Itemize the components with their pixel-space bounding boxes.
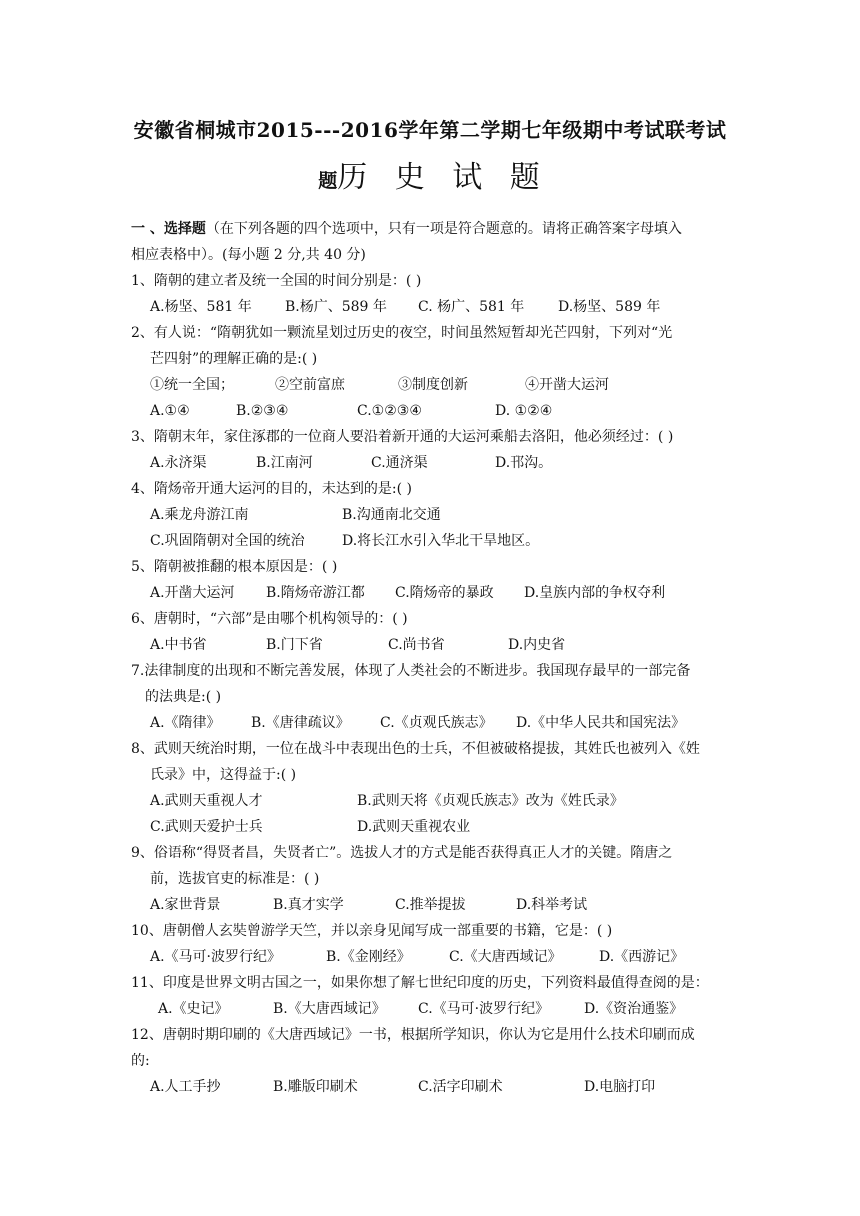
q5-option-b: B.隋炀帝游江都 — [266, 585, 365, 601]
q3-option-c: C.通济渠 — [371, 455, 428, 471]
exam-title-line2 — [0, 152, 860, 196]
q2-option-a: A.①④ — [150, 403, 190, 419]
question-9-stem: 9、俗语称“得贤者昌，失贤者亡”。选拔人才的方式是能否获得真正人才的关键。隋唐之 — [131, 845, 673, 861]
q3-option-d: D.邗沟。 — [495, 455, 553, 471]
section-heading: 一 、选择题 — [131, 221, 206, 237]
q7-option-a: A.《隋律》 — [150, 715, 221, 731]
q1-option-d: D.杨坚、589 年 — [558, 299, 661, 315]
subject-title: 历 史 试 题 — [337, 160, 542, 195]
q3-option-a: A.永济渠 — [150, 455, 207, 471]
question-10-stem: 10、唐朝僧人玄奘曾游学天竺，并以亲身见闻写成一部重要的书籍，它是：( ) — [131, 923, 613, 939]
question-7-stem: 7.法律制度的出现和不断完善发展，体现了人类社会的不断进步。我国现存最早的一部完备 — [131, 663, 691, 679]
exam-title-line1: 安徽省桐城市2015---2016学年第二学期七年级期中考试联考试 — [133, 118, 727, 142]
q7-option-c: C.《贞观氏族志》 — [380, 715, 493, 731]
question-2-stem-cont: 芒四射”的理解正确的是:( ) — [150, 351, 318, 367]
q1-option-c: C. 杨广、581 年 — [418, 299, 525, 315]
q2-option-b: B.②③④ — [236, 403, 289, 419]
q5-option-c: C.隋炀帝的暴政 — [395, 585, 494, 601]
q8-option-d: D.武则天重视农业 — [357, 819, 471, 835]
q4-option-d: D.将长江水引入华北干旱地区。 — [342, 533, 540, 549]
section-desc-line2: 相应表格中）。(每小题 2 分,共 40 分) — [131, 247, 366, 263]
q12-option-b: B.雕版印刷术 — [273, 1079, 358, 1095]
q10-option-b: B.《金刚经》 — [326, 949, 411, 965]
q4-option-b: B.沟通南北交通 — [342, 507, 441, 523]
question-9-stem-cont: 前，选拔官吏的标准是：( ) — [150, 871, 320, 887]
q2-option-d: D. ①②④ — [495, 403, 553, 419]
q2-statement-4: ④开凿大运河 — [525, 377, 609, 393]
question-4-stem: 4、隋炀帝开通大运河的目的，未达到的是:( ) — [131, 481, 412, 497]
question-6-stem: 6、唐朝时，“六部”是由哪个机构领导的：( ) — [131, 611, 408, 627]
q6-option-c: C.尚书省 — [388, 637, 445, 653]
q8-option-a: A.武则天重视人才 — [150, 793, 263, 809]
q3-option-b: B.江南河 — [256, 455, 313, 471]
q1-option-a: A.杨坚、581 年 — [150, 299, 252, 315]
q5-option-a: A.开凿大运河 — [150, 585, 235, 601]
q10-option-d: D.《西游记》 — [599, 949, 685, 965]
q4-option-c: C.巩固隋朝对全国的统治 — [150, 533, 305, 549]
q4-option-a: A.乘龙舟游江南 — [150, 507, 249, 523]
title-suffix: 题 — [318, 170, 338, 192]
q5-option-d: D.皇族内部的争权夺利 — [524, 585, 666, 601]
q2-statement-1: ①统一全国； — [150, 377, 234, 393]
question-12-stem-cont: 的: — [131, 1053, 150, 1069]
q6-option-b: B.门下省 — [266, 637, 323, 653]
q6-option-a: A.中书省 — [150, 637, 207, 653]
section-header — [131, 219, 760, 239]
section-desc-line1: （在下列各题的四个选项中，只有一项是符合题意的。请将正确答案字母填入 — [205, 221, 682, 237]
q2-statement-2: ②空前富庶 — [275, 377, 345, 393]
q9-option-a: A.家世背景 — [150, 897, 221, 913]
q9-option-c: C.推举提拔 — [395, 897, 466, 913]
q12-option-a: A.人工手抄 — [150, 1079, 221, 1095]
q7-option-b: B.《唐律疏议》 — [251, 715, 350, 731]
question-8-stem-cont: 氏录》中，这得益于:( ) — [150, 767, 297, 783]
q12-option-d: D.电脑打印 — [584, 1079, 656, 1095]
q8-option-b: B.武则天将《贞观氏族志》改为《姓氏录》 — [357, 793, 624, 809]
q12-option-c: C.活字印刷术 — [418, 1079, 503, 1095]
question-12-stem: 12、唐朝时期印刷的《大唐西域记》一书，根据所学知识，你认为它是用什么技术印刷而成 — [131, 1027, 695, 1043]
q6-option-d: D.内史省 — [508, 637, 566, 653]
question-2-stem: 2、有人说：“隋朝犹如一颗流星划过历史的夜空，时间虽然短暂却光芒四射，下列对“光 — [131, 325, 673, 341]
q11-option-d: D.《资治通鉴》 — [584, 1001, 684, 1017]
q8-option-c: C.武则天爱护士兵 — [150, 819, 263, 835]
q10-option-a: A.《马可·波罗行纪》 — [150, 949, 282, 965]
question-5-stem: 5、隋朝被推翻的根本原因是：( ) — [131, 559, 338, 575]
q10-option-c: C.《大唐西域记》 — [449, 949, 562, 965]
q2-statement-3: ③制度创新 — [398, 377, 468, 393]
q7-option-d: D.《中华人民共和国宪法》 — [516, 715, 686, 731]
q1-option-b: B.杨广、589 年 — [285, 299, 387, 315]
q11-option-b: B.《大唐西域记》 — [273, 1001, 386, 1017]
q11-option-a: A.《史记》 — [158, 1001, 229, 1017]
q9-option-b: B.真才实学 — [273, 897, 344, 913]
q11-option-c: C.《马可·波罗行纪》 — [418, 1001, 550, 1017]
question-8-stem: 8、武则天统治时期，一位在战斗中表现出色的士兵，不但被破格提拔，其姓氏也被列入《姓 — [131, 741, 700, 757]
q9-option-d: D.科举考试 — [516, 897, 588, 913]
question-7-stem-cont: 的法典是:( ) — [145, 689, 222, 705]
question-3-stem: 3、隋朝末年，家住涿郡的一位商人要沿着新开通的大运河乘船去洛阳，他必须经过：( ) — [131, 429, 674, 445]
question-1-stem: 1、隋朝的建立者及统一全国的时间分别是：( ) — [131, 273, 422, 289]
question-11-stem: 11、印度是世界文明古国之一，如果你想了解七世纪印度的历史，下列资料最值得查阅的是： — [131, 975, 709, 991]
q2-option-c: C.①②③④ — [357, 403, 422, 419]
